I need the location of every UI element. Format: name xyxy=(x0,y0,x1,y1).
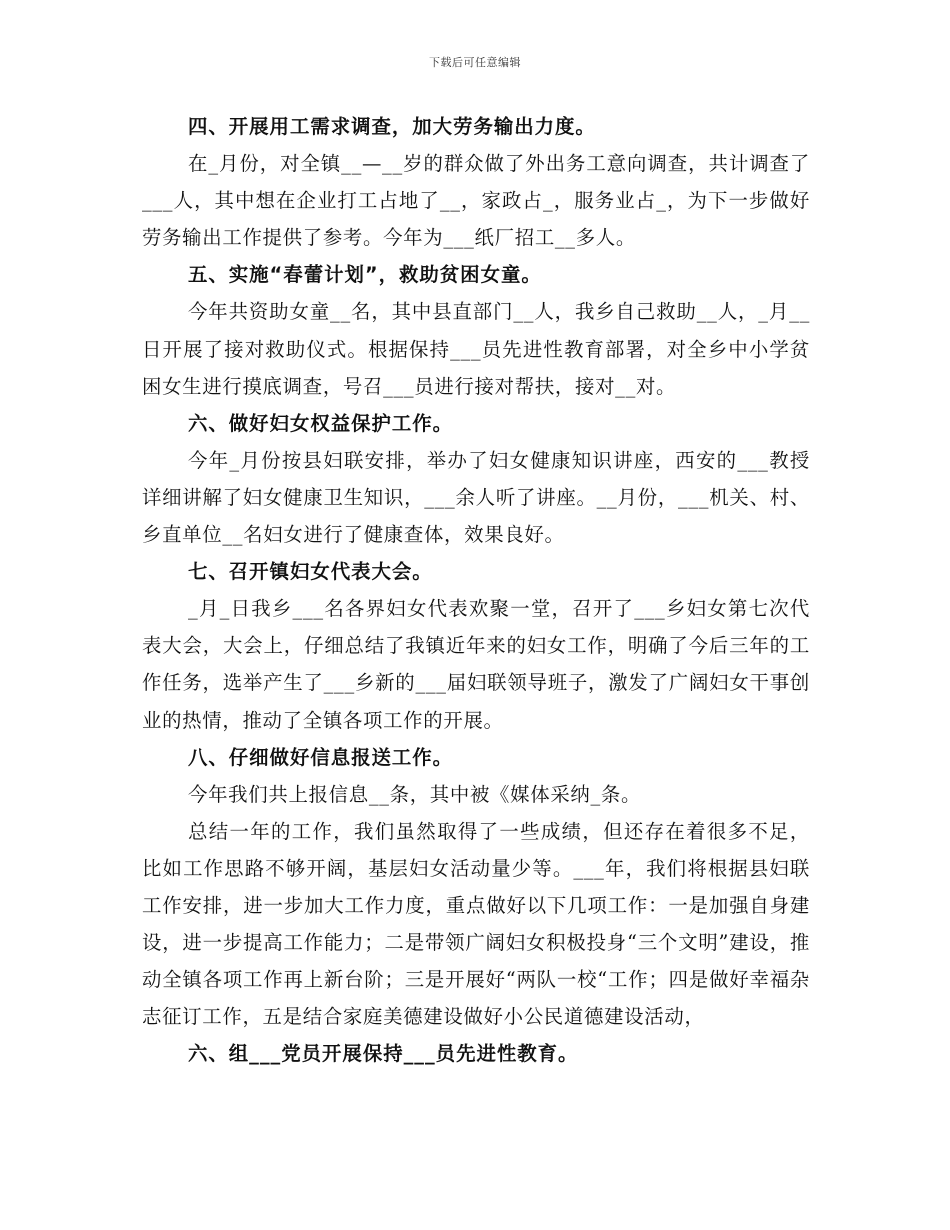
page-header: 下载后可任意编辑 xyxy=(429,56,521,69)
section-heading-7: 七、召开镇妇女代表大会。 xyxy=(188,560,433,584)
section-paragraph-4: 在_月份，对全镇__—__岁的群众做了外出务工意向调查，共计调查了___人，其中想在企业打工占地了__，家政占_，服务业占_，为下一步做好劳务输出工作提供了参考。今年为___纸厂招工__多人。 xyxy=(142,152,810,250)
section-heading-6b: 六、组___党员开展保持___员先进性教育。 xyxy=(188,1042,579,1066)
summary-paragraph: 总结一年的工作，我们虽然取得了一些成绩，但还存在着很多不足，比如工作思路不够开阔，基层妇女活动量少等。___年，我们将根据县妇联工作安排，进一步加大工作力度，重点做好以下几项工作：一是加强自身建设，进一步提高工作能力；二是带领广阔妇女积极投身“三个文明”建设，推动全镇各项工作再上新台阶；三是开展好“两队一校“工作；四是做好幸福杂志征订工作，五是结合家庭美德建设做好小公民道德建设活动， xyxy=(142,819,810,1029)
document-body xyxy=(142,108,810,1072)
section-paragraph-7: _月_日我乡___名各界妇女代表欢聚一堂，召开了___乡妇女第七次代表大会，大会上，仔细总结了我镇近年来的妇女工作，明确了今后三年的工作任务，选举产生了___乡新的___届妇联领导班子，激发了广阔妇女干事创业的热情，推动了全镇各项工作的开展。 xyxy=(142,597,810,732)
section-heading-5: 五、实施“春蕾计划”，救助贫困女童。 xyxy=(188,263,542,287)
section-heading-4: 四、开展用工需求调查，加大劳务输出力度。 xyxy=(188,115,596,138)
section-paragraph-6: 今年_月份按县妇联安排，举办了妇女健康知识讲座，西安的___教授详细讲解了妇女健康卫生知识，___余人听了讲座。__月份，___机关、村、乡直单位__名妇女进行了健康查体，效果良好。 xyxy=(142,448,810,547)
section-paragraph-8: 今年我们共上报信息__条，其中被《媒体采纳_条。 xyxy=(188,782,642,806)
section-heading-6: 六、做好妇女权益保护工作。 xyxy=(188,411,454,435)
section-heading-8: 八、仔细做好信息报送工作。 xyxy=(188,745,454,769)
section-paragraph-5: 今年共资助女童__名，其中县直部门__人，我乡自己救助__人，_月__日开展了接对救助仪式。根据保持___员先进性教育部署，对全乡中小学贫困女生进行摸底调查，号召___员进行接对帮扶，接对__对。 xyxy=(142,300,810,398)
